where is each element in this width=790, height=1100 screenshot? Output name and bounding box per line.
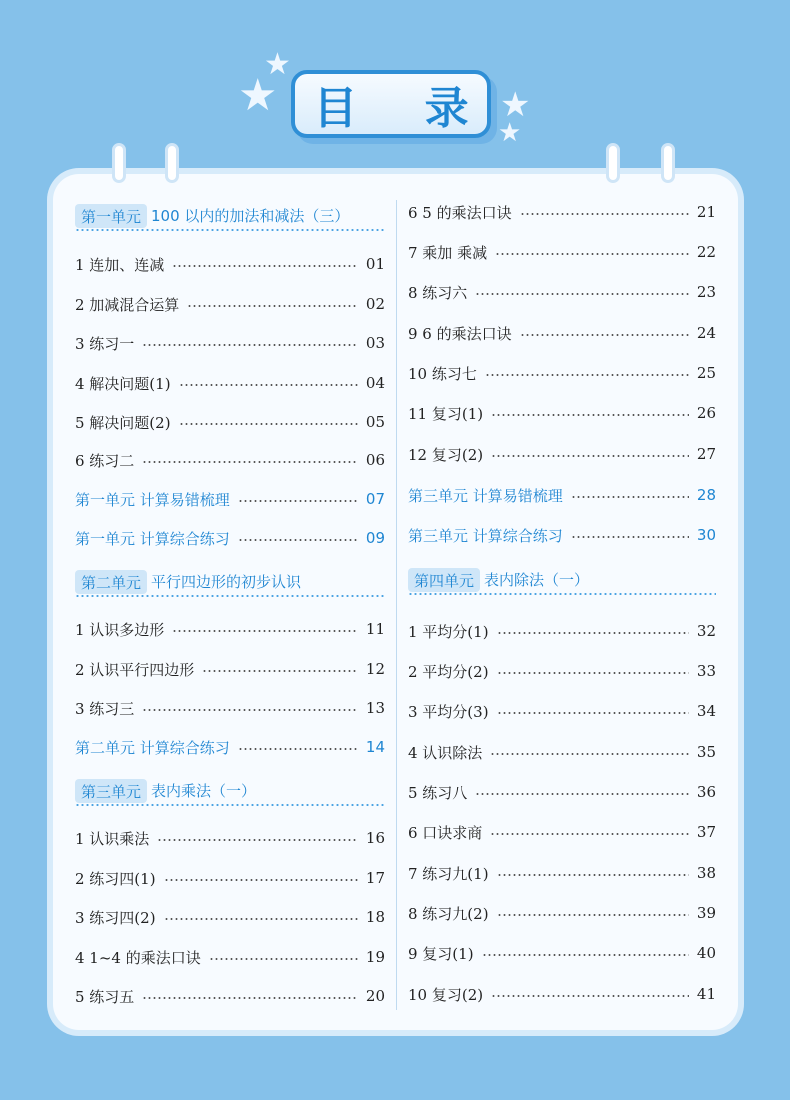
toc-entry[interactable] [75,407,385,437]
dot-leader [490,753,689,755]
entry-page-number: 40 [696,944,716,962]
unit-tag: 第二单元 [75,570,147,594]
entry-label: 5 练习八 [408,783,468,802]
dot-leader [164,918,358,920]
toc-entry[interactable] [75,289,385,319]
entry-label: 8 练习九(2) [408,904,489,923]
binder-ring [112,143,126,183]
toc-entry[interactable] [75,823,385,853]
unit-underline [75,804,385,806]
column-divider [396,200,397,1010]
entry-label: 3 平均分(3) [408,702,489,721]
entry-label: 3 练习四(2) [75,908,156,927]
dot-leader [179,384,358,386]
binder-ring [165,143,179,183]
entry-page-number: 14 [365,738,385,756]
star-icon: ★ [264,47,291,82]
entry-page-number: 30 [696,526,716,544]
entry-page-number: 41 [696,985,716,1003]
dot-leader [238,500,358,502]
dot-leader [202,670,358,672]
toc-entry[interactable] [75,445,385,475]
entry-label: 4 认识除法 [408,743,483,762]
dot-leader [482,954,689,956]
dot-leader [520,334,689,336]
entry-page-number: 12 [365,660,385,678]
entry-page-number: 33 [696,662,716,680]
entry-page-number: 07 [365,490,385,508]
entry-page-number: 02 [365,295,385,313]
entry-label: 6 口诀求商 [408,823,483,842]
entry-page-number: 36 [696,783,716,801]
toc-entry[interactable] [408,318,716,348]
toc-entry[interactable] [408,898,716,928]
entry-label: 第二单元 计算综合练习 [75,738,230,757]
entry-label: 5 解决问题(2) [75,413,171,432]
entry-label: 2 平均分(2) [408,662,489,681]
page-title: 目 录 [313,83,495,134]
title-banner [291,70,499,148]
star-icon: ★ [238,70,278,121]
entry-label: 6 5 的乘法口诀 [408,203,512,222]
toc-entry[interactable] [408,858,716,888]
entry-page-number: 09 [365,529,385,547]
entry-label: 第三单元 计算易错梳理 [408,486,563,505]
entry-label: 第一单元 计算综合练习 [75,529,230,548]
toc-entry[interactable] [75,654,385,684]
toc-entry[interactable] [75,942,385,972]
entry-label: 11 复习(1) [408,404,484,423]
entry-page-number: 26 [696,404,716,422]
dot-leader [142,344,358,346]
dot-leader [172,630,358,632]
toc-entry[interactable] [408,277,716,307]
dot-leader [497,672,689,674]
unit-title: 100 以内的加法和减法（三） [151,207,350,225]
dot-leader [142,997,358,999]
toc-entry[interactable] [408,237,716,267]
entry-label: 7 练习九(1) [408,864,489,883]
unit-header [408,566,716,596]
entry-page-number: 38 [696,864,716,882]
entry-page-number: 37 [696,823,716,841]
toc-special-entry[interactable] [75,484,385,514]
unit-underline [75,595,385,597]
entry-page-number: 21 [696,203,716,221]
toc-entry[interactable] [408,696,716,726]
dot-leader [495,253,689,255]
entry-label: 7 乘加 乘减 [408,243,488,262]
entry-page-number: 32 [696,622,716,640]
dot-leader [142,461,358,463]
dot-leader [187,305,358,307]
dot-leader [520,213,689,215]
entry-label: 第三单元 计算综合练习 [408,526,563,545]
toc-entry[interactable] [75,863,385,893]
entry-label: 12 复习(2) [408,445,484,464]
entry-label: 2 认识平行四边形 [75,660,195,679]
entry-page-number: 13 [365,699,385,717]
toc-entry[interactable] [408,737,716,767]
entry-page-number: 01 [365,255,385,273]
dot-leader [209,958,358,960]
entry-label: 1 认识乘法 [75,829,150,848]
entry-page-number: 23 [696,283,716,301]
entry-label: 3 练习三 [75,699,135,718]
entry-page-number: 16 [365,829,385,847]
unit-underline [75,229,385,231]
entry-label: 第一单元 计算易错梳理 [75,490,230,509]
entry-page-number: 17 [365,869,385,887]
dot-leader [491,414,689,416]
dot-leader [172,265,358,267]
unit-title: 平行四边形的初步认识 [151,573,302,591]
unit-title: 表内除法（一） [484,571,590,589]
entry-page-number: 22 [696,243,716,261]
toc-special-entry[interactable] [75,523,385,553]
unit-title: 表内乘法（一） [151,782,257,800]
entry-label: 1 平均分(1) [408,622,489,641]
toc-entry[interactable] [408,938,716,968]
unit-header [75,202,385,232]
toc-entry[interactable] [75,902,385,932]
dot-leader [475,793,689,795]
toc-entry[interactable] [75,693,385,723]
entry-page-number: 19 [365,948,385,966]
dot-leader [490,833,689,835]
dot-leader [238,539,358,541]
entry-page-number: 20 [365,987,385,1005]
toc-entry[interactable] [75,249,385,279]
dot-leader [497,632,689,634]
dot-leader [485,374,689,376]
entry-page-number: 18 [365,908,385,926]
entry-label: 3 练习一 [75,334,135,353]
toc-entry[interactable] [75,368,385,398]
entry-page-number: 03 [365,334,385,352]
unit-tag: 第三单元 [75,779,147,803]
dot-leader [238,748,358,750]
toc-entry[interactable] [408,358,716,388]
entry-label: 9 6 的乘法口诀 [408,324,512,343]
dot-leader [142,709,358,711]
entry-page-number: 34 [696,702,716,720]
entry-page-number: 39 [696,904,716,922]
dot-leader [157,839,358,841]
toc-special-entry[interactable] [408,480,716,510]
toc-entry[interactable] [408,398,716,428]
toc-entry[interactable] [75,328,385,358]
entry-page-number: 04 [365,374,385,392]
binder-ring [661,143,675,183]
dot-leader [164,879,358,881]
entry-label: 4 解决问题(1) [75,374,171,393]
entry-page-number: 28 [696,486,716,504]
toc-entry[interactable] [408,817,716,847]
dot-leader [571,496,689,498]
entry-label: 2 练习四(1) [75,869,156,888]
binder-ring [606,143,620,183]
entry-label: 4 1~4 的乘法口诀 [75,948,201,967]
entry-label: 10 练习七 [408,364,477,383]
star-icon: ★ [498,118,522,148]
toc-entry[interactable] [408,656,716,686]
entry-label: 1 连加、连减 [75,255,165,274]
dot-leader [491,455,689,457]
toc-entry[interactable] [408,777,716,807]
toc-entry[interactable] [408,197,716,227]
toc-special-entry[interactable] [408,520,716,550]
dot-leader [497,874,689,876]
toc-special-entry[interactable] [75,732,385,762]
entry-page-number: 06 [365,451,385,469]
entry-label: 8 练习六 [408,283,468,302]
dot-leader [179,423,358,425]
dot-leader [497,914,689,916]
entry-page-number: 11 [365,620,385,638]
entry-page-number: 35 [696,743,716,761]
entry-page-number: 25 [696,364,716,382]
entry-page-number: 27 [696,445,716,463]
entry-label: 10 复习(2) [408,985,484,1004]
unit-tag: 第一单元 [75,204,147,228]
entry-label: 1 认识多边形 [75,620,165,639]
entry-page-number: 24 [696,324,716,342]
unit-underline [408,593,716,595]
dot-leader [491,995,689,997]
toc-entry[interactable] [408,439,716,469]
unit-tag: 第四单元 [408,568,480,592]
toc-entry[interactable] [75,614,385,644]
star-icon: ★ [500,85,531,125]
entry-label: 2 加减混合运算 [75,295,180,314]
toc-entry[interactable] [408,616,716,646]
dot-leader [497,712,689,714]
unit-header [75,777,385,807]
toc-entry[interactable] [75,981,385,1011]
toc-entry[interactable] [408,979,716,1009]
entry-label: 9 复习(1) [408,944,474,963]
dot-leader [571,536,689,538]
entry-label: 6 练习二 [75,451,135,470]
unit-header [75,568,385,598]
entry-page-number: 05 [365,413,385,431]
entry-label: 5 练习五 [75,987,135,1006]
dot-leader [475,293,689,295]
